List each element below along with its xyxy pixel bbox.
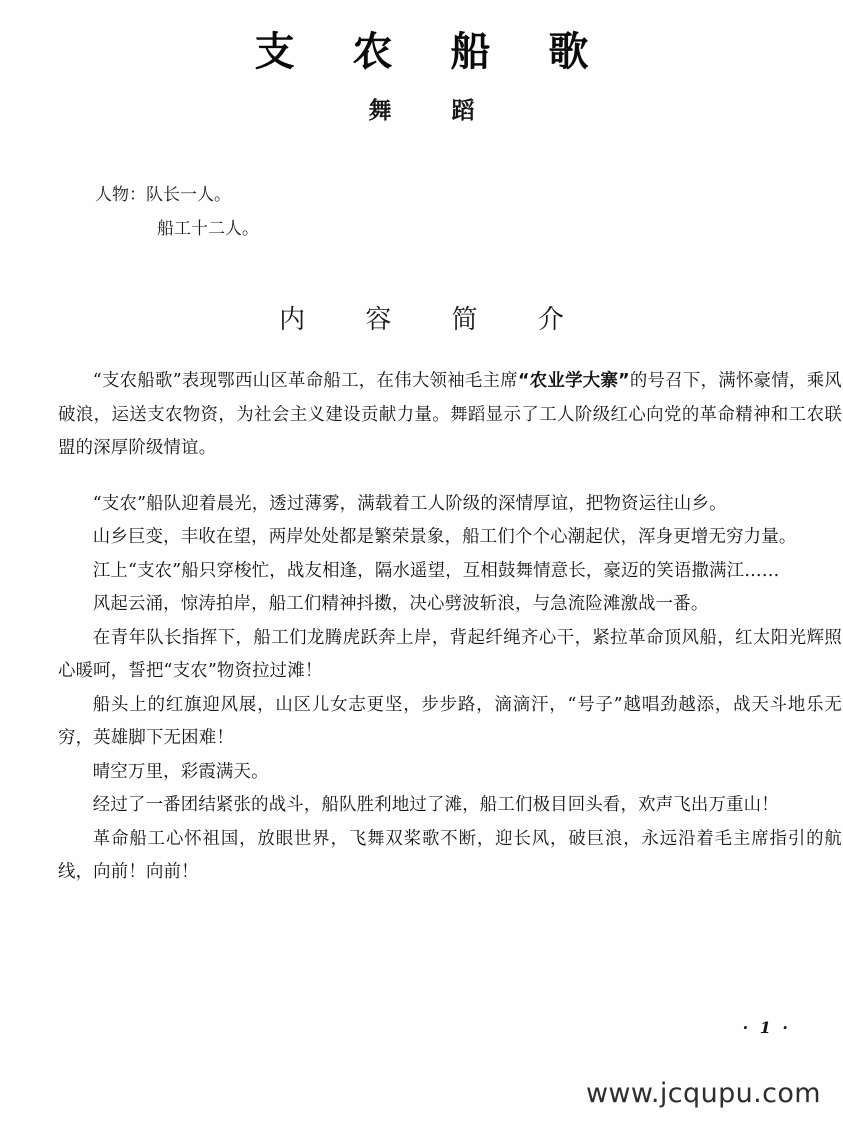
cast-line-boatmen: 船工十二人。 — [157, 219, 259, 239]
paragraph-4: 江上“支农”船只穿梭忙，战友相逢，隔水遥望，互相鼓舞情意长，豪迈的笑语撒满江…… — [92, 560, 780, 581]
paragraph-10: 革命船工心怀祖国，放眼世界，飞舞双桨歌不断，迎长风，破巨浪，永远沿着毛主席指引的航线，向前！向前！ — [58, 828, 842, 882]
paragraph-7: 船头上的红旗迎风展，山区儿女志更坚，步步路，滴滴汗，“号子”越唱劲越添，战天斗地乐无穷，英雄脚下无困难！ — [58, 694, 842, 748]
emphasis-agriculture-learn-dazhai: “农业学大寨” — [517, 371, 630, 391]
cast-line-leader: 人物：队长一人。 — [95, 185, 231, 205]
paragraph-3: 山乡巨变，丰收在望，两岸处处都是繁荣景象，船工们个个心潮起伏，浑身更增无穷力量。 — [92, 527, 797, 547]
paragraph-5: 风起云涌，惊涛拍岸，船工们精神抖擞，决心劈波斩浪，与急流险滩激战一番。 — [92, 594, 709, 614]
paragraph-6: 在青年队长指挥下，船工们龙腾虎跃奔上岸，背起纤绳齐心干，紧拉革命顶风船，红太阳光辉照心暖呵，誓把“支农”物资拉过滩！ — [58, 627, 842, 681]
paragraph-1-text-after-emphasis: 的号召下，满怀豪情，乘风破浪，运送支农物资，为社会主义建设贡献力量。舞蹈显示了工人阶级红心向党的革命精神和工农联盟的深厚阶级情谊。 — [58, 371, 843, 458]
page-title: 支 农 船 歌 — [254, 29, 611, 75]
paragraph-1-text-before-emphasis: “支农船歌”表现鄂西山区革命船工，在伟大领袖毛主席 — [92, 371, 518, 391]
site-watermark: www.jcqupu.com — [585, 1078, 821, 1109]
section-heading-synopsis: 内 容 简 介 — [279, 305, 590, 335]
paragraph-2: “支农”船队迎着晨光，透过薄雾，满载着工人阶级的深情厚谊，把物资运往山乡。 — [92, 493, 727, 514]
paragraph-9: 经过了一番团结紧张的战斗，船队胜利地过了滩，船工们极目回头看，欢声飞出万重山！ — [92, 795, 779, 815]
cast-list — [95, 178, 259, 246]
paragraph-spacer — [58, 466, 842, 488]
page-subtitle: 舞 蹈 — [368, 98, 501, 124]
paragraph-1 — [58, 365, 842, 466]
paragraph-8: 晴空万里，彩霞满天。 — [92, 761, 269, 782]
page-number: · 1 · — [742, 1018, 791, 1037]
synopsis-body — [58, 365, 842, 890]
